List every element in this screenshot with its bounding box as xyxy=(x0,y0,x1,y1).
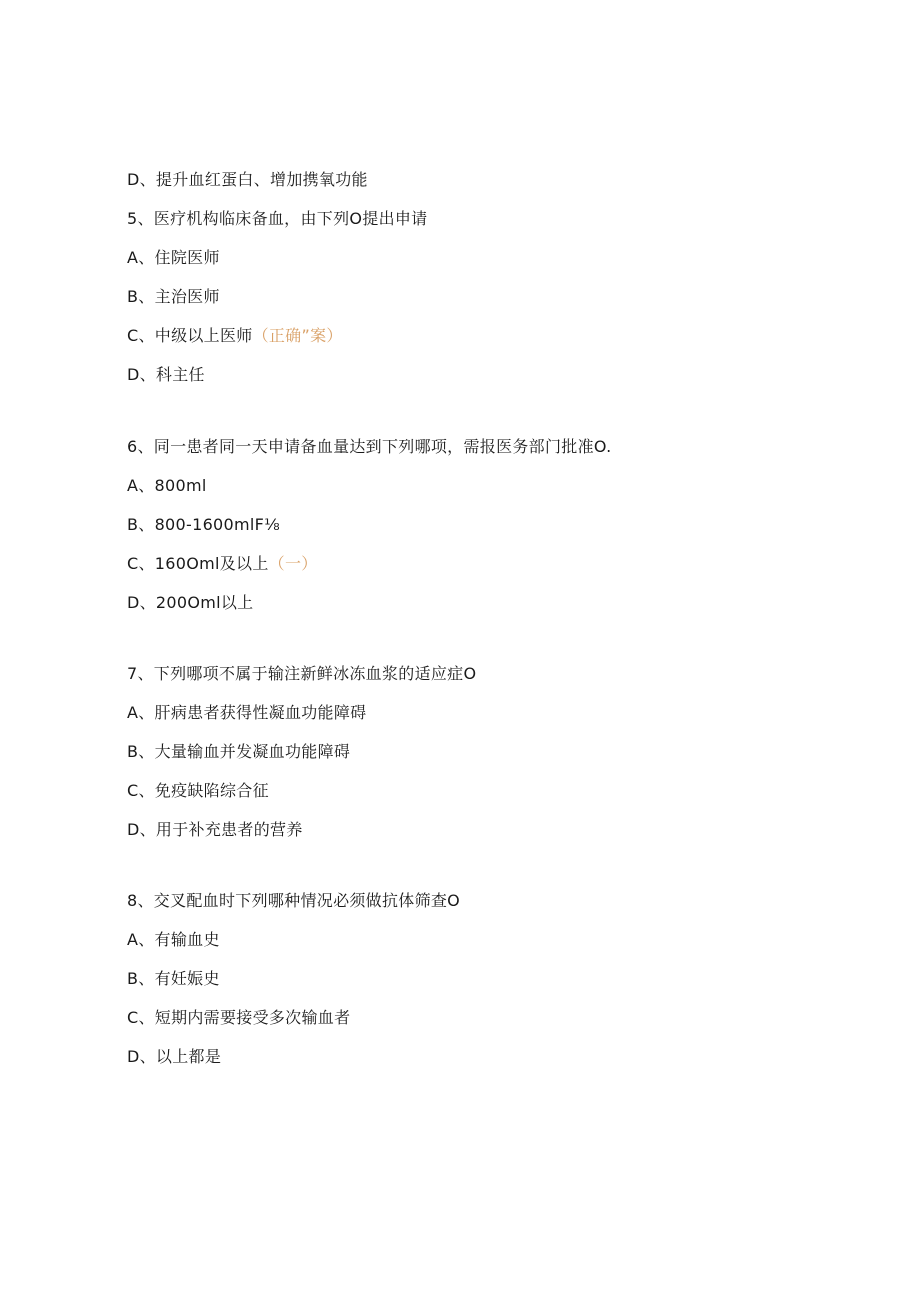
question-6 xyxy=(127,437,612,457)
option-a-q8 xyxy=(127,930,220,950)
option-c-q5 xyxy=(127,326,343,346)
answer-mark: （正确”案） xyxy=(252,326,343,345)
option-a-q5 xyxy=(127,248,220,268)
option-text: C、短期内需要接受多次输血者 xyxy=(127,1008,351,1027)
option-text: C、中级以上医师 xyxy=(127,326,253,345)
option-b-q6 xyxy=(127,515,280,535)
option-c-q8 xyxy=(127,1008,350,1028)
option-text: B、800-1600mlF⅛ xyxy=(127,515,280,534)
option-c-q6 xyxy=(127,554,318,574)
question-text: 7、下列哪项不属于输注新鲜冰冻血浆的适应症O xyxy=(127,664,477,683)
option-text: A、800ml xyxy=(127,476,207,495)
option-d-q4 xyxy=(127,170,368,190)
option-a-q6 xyxy=(127,476,207,496)
option-text: D、提升血红蛋白、增加携氧功能 xyxy=(127,170,368,189)
option-b-q5 xyxy=(127,287,220,307)
option-a-q7 xyxy=(127,703,366,723)
option-text: D、以上都是 xyxy=(127,1047,222,1066)
option-d-q7 xyxy=(127,820,303,840)
option-b-q7 xyxy=(127,742,350,762)
option-text: A、有输血史 xyxy=(127,930,220,949)
question-5 xyxy=(127,209,427,229)
option-d-q6 xyxy=(127,593,253,613)
option-b-q8 xyxy=(127,969,220,989)
question-text: 6、同一患者同一天申请备血量达到下列哪项，需报医务部门批准O. xyxy=(127,437,612,456)
option-text: C、免疫缺陷综合征 xyxy=(127,781,269,800)
option-text: A、住院医师 xyxy=(127,248,220,267)
question-7 xyxy=(127,664,476,684)
option-text: D、200Oml以上 xyxy=(127,593,254,612)
question-8 xyxy=(127,891,460,911)
question-text: 8、交叉配血时下列哪种情况必须做抗体筛查O xyxy=(127,891,461,910)
option-text: D、科主任 xyxy=(127,365,205,384)
option-text: C、160Oml及以上 xyxy=(127,554,269,573)
option-c-q7 xyxy=(127,781,269,801)
question-text: 5、医疗机构临床备血，由下列O提出申请 xyxy=(127,209,428,228)
option-d-q8 xyxy=(127,1047,221,1067)
option-text: B、主治医师 xyxy=(127,287,220,306)
option-text: A、肝病患者获得性凝血功能障碍 xyxy=(127,703,367,722)
option-text: B、大量输血并发凝血功能障碍 xyxy=(127,742,351,761)
answer-mark: （一） xyxy=(268,554,318,573)
option-text: B、有妊娠史 xyxy=(127,969,220,988)
option-text: D、用于补充患者的营养 xyxy=(127,820,303,839)
option-d-q5 xyxy=(127,365,205,385)
